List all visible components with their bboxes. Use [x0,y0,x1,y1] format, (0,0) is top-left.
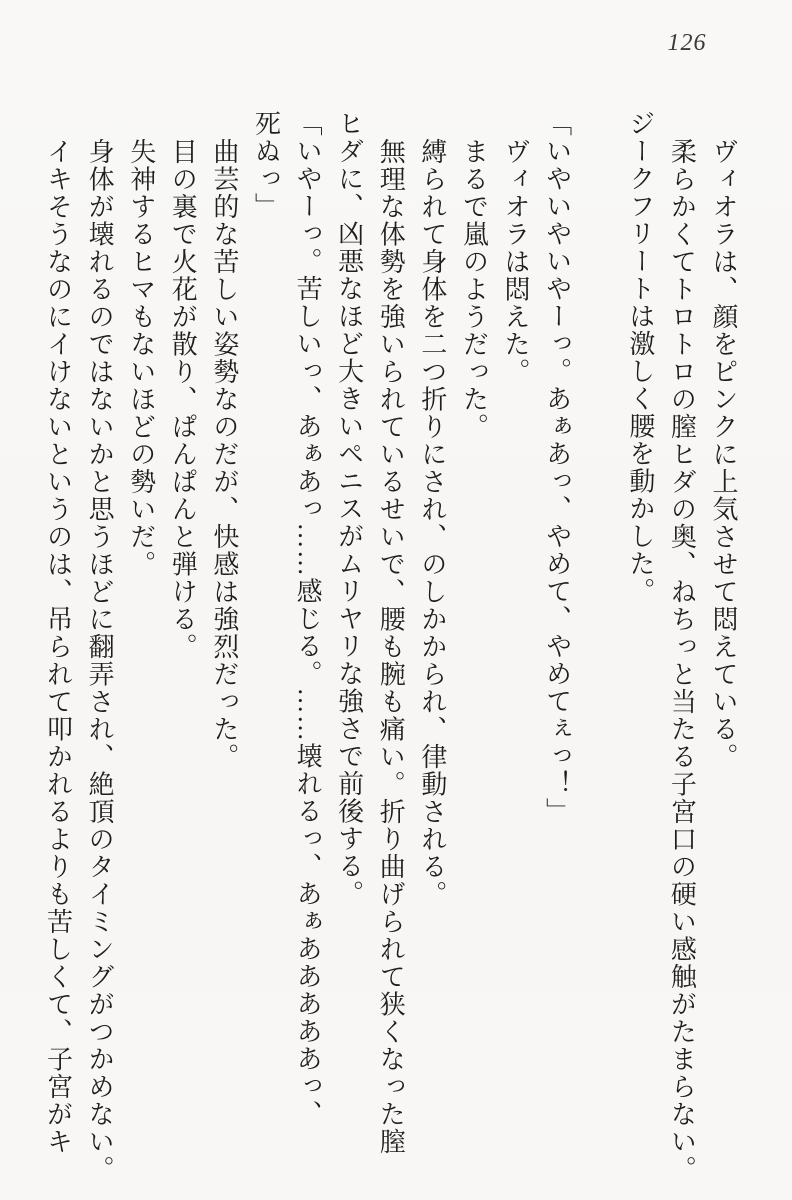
text-line-2: 柔らかくてトロトロの膣ヒダの奥、ねちっと当たる子宮口の硬い感触がたまらない。 [667,137,697,1183]
text-line-14: 目の裏で火花が散り、ぱんぱんと弾ける。 [168,137,198,660]
text-line-15: 失神するヒマもないほどの勢いだ。 [126,137,156,578]
vertical-text-block [36,110,744,1183]
text-line-3: ジークフリートは激しく腰を動かした。 [625,110,655,605]
text-line-10: ヒダに、凶悪なほど大きいペニスがムリヤリな強さで前後する。 [334,110,364,908]
text-line-16: 身体が壊れるのではないかと思うほどに翻弄され、絶頂のタイミングがつかめない。 [85,137,115,1183]
blank-line [578,110,620,1170]
page-number: 126 [667,30,707,56]
text-line-9: 無理な体勢を強いられているせいで、腰も腕も痛い。折り曲げられて狭くなった膣 [376,137,406,1155]
text-line-5: 「いやいやいやーっ。あぁあっ、やめて、やめてぇっ！」 [542,110,572,825]
text-line-13: 曲芸的な苦しい姿勢なのだが、快感は強烈だった。 [209,137,239,770]
text-line-6: ヴィオラは悶えた。 [501,137,531,385]
text-line-11: 「いやーっ。苦しいっ、あぁあっ……感じる。……壊れるっ、あぁあああああっ、 [293,110,323,1128]
text-line-1: ヴィオラは、顔をピンクに上気させて悶えている。 [709,137,738,770]
text-line-8: 縛られて身体を二つ折りにされ、のしかかられ、律動される。 [417,137,447,908]
text-line-12: 死ぬっ」 [251,110,281,220]
text-line-17: イキそうなのにイけないというのは、吊られて叩かれるよりも苦しくて、子宮がキ [43,137,73,1155]
text-line-7: まるで嵐のようだった。 [459,137,489,440]
